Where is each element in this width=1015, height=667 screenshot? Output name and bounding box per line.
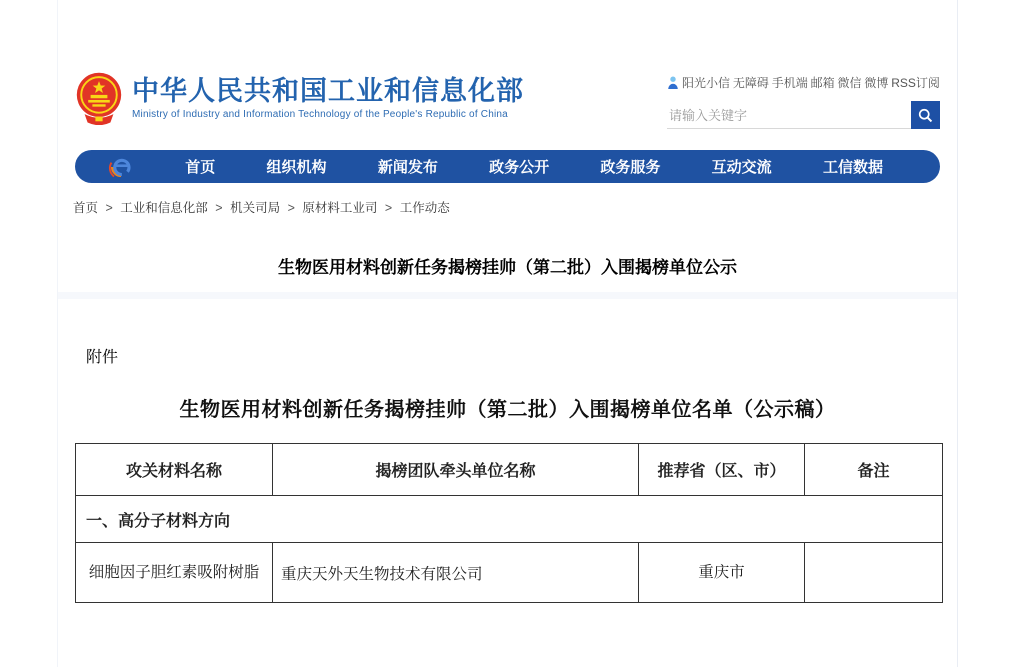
xiaoxin-robot-icon [667, 76, 679, 90]
top-link-rss[interactable]: RSS订阅 [891, 76, 940, 90]
col-header-remarks: 备注 [805, 444, 943, 496]
col-header-province: 推荐省（区、市） [639, 444, 805, 496]
top-links [667, 74, 940, 91]
top-link-accessibility[interactable]: 无障碍 [732, 76, 769, 90]
top-link-mobile[interactable]: 手机端 [771, 76, 808, 90]
table-row [76, 543, 943, 603]
site-brand [75, 72, 524, 125]
breadcrumb-separator: > [105, 201, 113, 215]
breadcrumb-raw-materials-dept[interactable]: 原材料工业司 [302, 201, 378, 215]
col-header-material: 攻关材料名称 [76, 444, 273, 496]
cell-province: 重庆市 [639, 543, 805, 603]
table-section-row [76, 496, 943, 543]
cell-lead-org: 重庆天外天生物技术有限公司 [273, 543, 639, 603]
section-title-polymer-materials: 一、高分子材料方向 [76, 496, 943, 543]
nav-item-news[interactable]: 新闻发布 [377, 159, 438, 176]
gov-e-logo-icon[interactable] [108, 154, 134, 180]
search-icon [917, 107, 934, 124]
top-link-wechat[interactable]: 微信 [837, 76, 862, 90]
top-link-weibo[interactable]: 微博 [864, 76, 889, 90]
site-titles [132, 77, 524, 121]
document-title: 生物医用材料创新任务揭榜挂帅（第二批）入围揭榜单位名单（公示稿） [179, 399, 836, 421]
nav-item-home[interactable]: 首页 [185, 159, 216, 176]
nav-item-gov-services[interactable]: 政务服务 [600, 159, 661, 176]
article-title: 生物医用材料创新任务揭榜挂帅（第二批）入围揭榜单位公示 [278, 258, 737, 277]
breadcrumb-home[interactable]: 首页 [73, 201, 99, 215]
page-container [57, 0, 958, 667]
nav-item-organization[interactable]: 组织机构 [266, 159, 327, 176]
top-link-label: 阳光小信 [682, 76, 731, 90]
main-nav [75, 150, 940, 183]
breadcrumb-current-work-updates: 工作动态 [399, 201, 450, 215]
breadcrumb-departments[interactable]: 机关司局 [230, 201, 281, 215]
col-header-lead-org: 揭榜团队牵头单位名称 [273, 444, 639, 496]
cell-remarks [805, 543, 943, 603]
divider-band [58, 292, 957, 299]
search-button[interactable] [911, 101, 940, 129]
breadcrumb-miit[interactable]: 工业和信息化部 [120, 201, 208, 215]
header-utilities [667, 72, 940, 129]
table-header-row [76, 444, 943, 496]
breadcrumb-separator: > [384, 201, 393, 215]
search-bar [667, 101, 940, 129]
attachment-label: 附件 [86, 349, 119, 366]
breadcrumb-separator: > [287, 201, 295, 215]
breadcrumb-separator: > [215, 201, 223, 215]
top-link-mail[interactable]: 邮箱 [810, 76, 835, 90]
shortlist-table [75, 443, 943, 603]
cell-material: 细胞因子胆红素吸附树脂 [76, 543, 273, 603]
site-name: 中华人民共和国工业和信息化部 [132, 75, 524, 106]
search-input[interactable] [667, 102, 911, 129]
nav-item-interaction[interactable]: 互动交流 [711, 159, 772, 176]
breadcrumb [73, 198, 940, 216]
nav-item-miit-data[interactable]: 工信数据 [822, 159, 883, 176]
nav-item-gov-disclosure[interactable]: 政务公开 [489, 159, 550, 176]
site-header [75, 72, 940, 129]
site-name-english: Ministry of Industry and Information Technology of the People's Republic of China [132, 109, 508, 121]
top-link-xiaoxin[interactable] [667, 74, 730, 91]
china-national-emblem-icon [75, 72, 123, 125]
